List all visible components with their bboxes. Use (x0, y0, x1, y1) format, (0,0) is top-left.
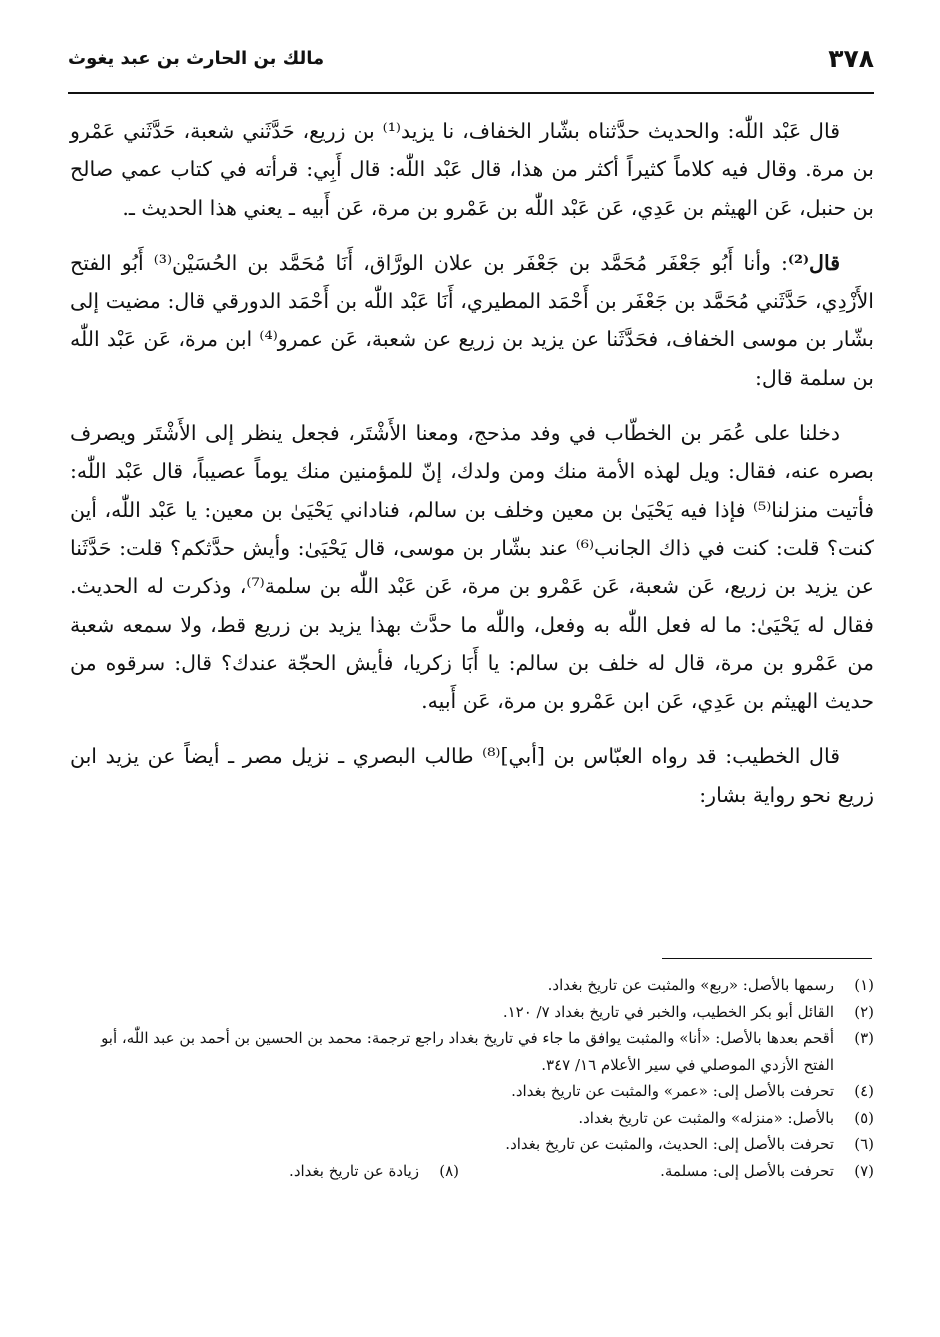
footnote-6 (70, 1131, 874, 1158)
footnote-number: (٤) (854, 1082, 874, 1100)
footnote-text: القائل أبو بكر الخطيب، والخبر في تاريخ بغداد ٧/ ١٢٠. (502, 1002, 834, 1021)
footnote-text: أقحم بعدها بالأصل: «أنا» والمثبت يوافق ما جاء في تاريخ بغداد راجع ترجمة: محمد بن الحسين بن أحمد بن عبد اللّٰه، أبو الفتح الأزدي الموصلي في سير الأعلام ١٦/ ٣٤٧. (101, 1029, 834, 1074)
footnote-text: بالأصل: «منزله» والمثبت عن تاريخ بغداد. (578, 1108, 834, 1127)
page-header (68, 42, 874, 94)
paragraph-3 (70, 414, 874, 720)
footnote-3 (70, 1025, 874, 1078)
footnote-text: تحرفت بالأصل إلى: «عمر» والمثبت عن تاريخ بغداد. (511, 1082, 834, 1100)
footnotes (70, 972, 874, 1184)
paragraph-text: قال عَبْد اللّٰه: والحديث حدَّثناه بشّار الخفاف، نا يزيد⁽¹⁾ بن زريع، حَدَّثَني شعبة، حَدَّثَني عَمْرو بن مرة. وقال فيه كلاماً كثيراً أكثر من هذا، قال عَبْد اللّٰه: قال أَبِي: قرأته في كتاب عمي صالح بن حنبل، عَن الهيثم بن عَدِي، عَن عَبْد اللّٰه بن عَمْرو بن مرة، عَن أَبيه ـ يعني هذا الحديث ـ. (70, 119, 874, 220)
running-title: مالك بن الحارث بن عبد يغوث (68, 48, 325, 69)
paragraph-speaker: قال⁽²⁾ (787, 250, 840, 275)
footnote-4 (70, 1078, 874, 1105)
footnote-divider (662, 958, 872, 959)
footnote-1 (70, 972, 874, 999)
footnote-number: (١) (854, 976, 874, 994)
paragraph-4 (70, 737, 874, 814)
footnote-number: (٧) (854, 1161, 874, 1180)
footnote-2 (70, 999, 874, 1026)
page-number: ٣٧٨ (828, 44, 874, 73)
paragraph-text: : وأنا أَبُو جَعْفَر مُحَمَّد بن جَعْفَر بن علان الورَّاق، أَنَا مُحَمَّد بن الحُسَيْن⁽³⁾ أَبُو الفتح الأَزْدِي، حَدَّثَني مُحَمَّد بن جَعْفَر بن أَحْمَد المطيري، أَنَا عَبْد اللّٰه بن أَحْمَد الدورقي قال: مضيت إلى بشّار بن موسى الخفاف، فحَدَّثَنا عن يزيد بن زريع عن شعبة، عَن عمرو⁽⁴⁾ ابن مرة، عَن عَبْد اللّٰه بن سلمة قال: (70, 250, 874, 390)
footnote-text: تحرفت بالأصل إلى: الحديث، والمثبت عن تاريخ بغداد. (505, 1135, 834, 1153)
footnote-number: (٨) (439, 1161, 459, 1180)
footnote-text: زيادة عن تاريخ بغداد. (289, 1161, 419, 1180)
paragraph-1 (70, 112, 874, 227)
footnote-number: (٦) (854, 1135, 874, 1153)
paragraph-text: دخلنا على عُمَر بن الخطّاب في وفد مذحج، ومعنا الأَشْتَر، فجعل ينظر إلى الأَشْتَر ويصرف بصره عنه، فقال: ويل لهذه الأمة منك ومن ولدك، إنّ للمؤمنين منك يوماً عصيباً، قال عَبْد اللّٰه: فأتيت منزلنا⁽⁵⁾ فإذا فيه يَحْيَىٰ بن معين وخلف بن سالم، فناداني يَحْيَىٰ بن معين: يا عَبْد اللّٰه، أين كنت؟ قلت: كنت في ذاك الجانب⁽⁶⁾ عند بشّار بن موسى، قال يَحْيَىٰ: وأيش حدَّثكم؟ قلت: حَدَّثَنا عن يزيد بن زريع، عَن شعبة، عَن عَمْرو بن مرة، عَن عَبْد اللّٰه بن سلمة⁽⁷⁾، وذكرت له الحديث. فقال له يَحْيَىٰ: ما له فعل اللّٰه به وفعل، واللّٰه ما حدَّث بهذا يزيد بن زريع قط، ولا سمعه شعبة من عَمْرو بن مرة، قال له خلف بن سالم: يا أَبَا زكريا، فأيش الحجّة عندك؟ قال: سرقوه من حديث الهيثم بن عَدِي، عَن ابن عَمْرو بن مرة، عَن أَبيه. (70, 421, 874, 714)
footnote-7-8 (70, 1158, 874, 1185)
footnote-text: رسمها بالأصل: «ربع» والمثبت عن تاريخ بغداد. (547, 976, 834, 994)
footnote-5 (70, 1105, 874, 1132)
main-text (70, 112, 874, 831)
footnote-text: تحرفت بالأصل إلى: مسلمة. (660, 1161, 834, 1180)
footnote-pair (289, 1158, 874, 1185)
paragraph-text: قال الخطيب: قد رواه العبّاس بن [أبي]⁽⁸⁾ طالب البصري ـ نزيل مصر ـ أيضاً عن يزيد ابن زريع نحو رواية بشار: (70, 744, 874, 807)
footnote-number: (٣) (854, 1029, 874, 1047)
footnote-number: (٥) (854, 1108, 874, 1127)
paragraph-2 (70, 244, 874, 397)
footnote-number: (٢) (854, 1002, 874, 1021)
